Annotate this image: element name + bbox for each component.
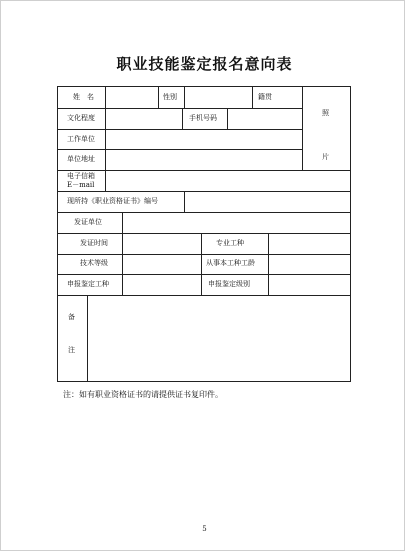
certificate-number-label: 现所持《职业资格证书》编号 [67, 197, 158, 205]
column-divider [252, 87, 253, 108]
row-divider [58, 254, 350, 255]
name-label: 姓 名 [73, 93, 94, 101]
column-divider [268, 233, 269, 295]
issuing-authority-label: 发证单位 [74, 218, 102, 226]
apply-type-label: 申报鉴定工种 [67, 280, 109, 288]
column-divider [184, 191, 185, 212]
row-divider [58, 295, 350, 296]
page-number: 5 [202, 525, 207, 533]
photo-column-divider [302, 87, 303, 170]
row-divider [58, 129, 302, 130]
form-title: 职业技能鉴定报名意向表 [116, 55, 293, 73]
column-divider [184, 87, 185, 108]
photo-label-top: 照 [322, 109, 329, 117]
work-years-label: 从事本工种工龄 [206, 259, 255, 267]
row-divider [58, 212, 350, 213]
row-divider [58, 233, 350, 234]
row-divider [58, 170, 350, 171]
row-divider [58, 108, 302, 109]
row-divider [58, 149, 302, 150]
footnote: 注：如有职业资格证书的请提供证书复印件。 [63, 390, 223, 399]
gender-label: 性别 [163, 93, 177, 101]
label-column-divider [105, 87, 106, 192]
column-divider [201, 233, 202, 295]
apply-level-label: 申报鉴定级别 [208, 280, 250, 288]
remarks-divider [87, 295, 88, 381]
issue-date-label: 发证时间 [80, 239, 108, 247]
column-divider [227, 108, 228, 129]
specialty-label: 专业工种 [216, 239, 244, 247]
remarks-label-bottom: 注 [68, 346, 75, 354]
column-divider [122, 233, 123, 295]
row-divider [58, 274, 350, 275]
skill-level-label: 技术等级 [80, 259, 108, 267]
email-label-cn: 电子信箱 [67, 172, 95, 180]
column-divider [182, 108, 183, 129]
native-place-label: 籍贯 [258, 93, 272, 101]
email-label-en: E－mail [67, 181, 95, 189]
employer-label: 工作单位 [67, 135, 95, 143]
column-divider [122, 212, 123, 233]
remarks-label-top: 备 [68, 313, 75, 321]
row-divider [58, 191, 350, 192]
column-divider [158, 87, 159, 108]
photo-label-bottom: 片 [322, 153, 329, 161]
registration-form-table [57, 86, 351, 382]
mobile-label: 手机号码 [189, 114, 217, 122]
education-label: 文化程度 [67, 114, 95, 122]
work-address-label: 单位地址 [67, 155, 95, 163]
